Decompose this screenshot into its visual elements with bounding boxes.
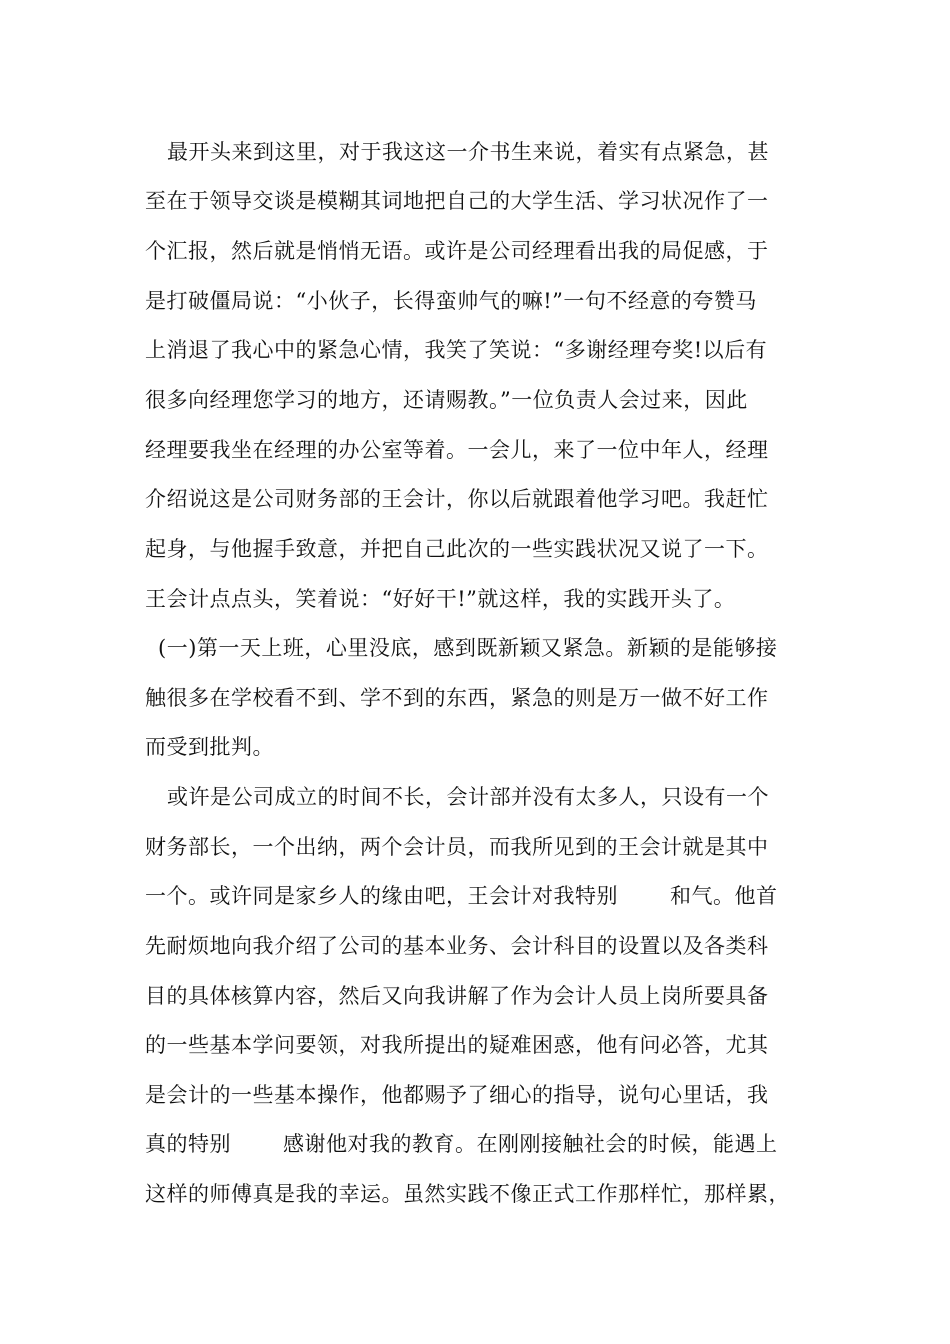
text-line: 上消退了我心中的紧急心情，我笑了笑说：“多谢经理夸奖!以后有 (145, 338, 768, 362)
text-line: 先耐烦地向我介绍了公司的基本业务、会计科目的设置以及各类科 (145, 934, 769, 958)
text-line: 王会计点点头，笑着说：“好好干!”就这样，我的实践开头了。 (145, 587, 736, 611)
text-line: 很多向经理您学习的地方，还请赐教。”一位负责人会过来，因此 (145, 388, 748, 412)
text-line: 这样的师傅真是我的幸运。虽然实践不像正式工作那样忙，那样累， (145, 1182, 790, 1206)
text-segment: 和气。他首 (670, 884, 778, 908)
text-line: (一)第一天上班，心里没底，感到既新颖又紧急。新颖的是能够接 (158, 636, 778, 660)
text-line: 介绍说这是公司财务部的王会计，你以后就跟着他学习吧。我赶忙 (145, 487, 769, 511)
text-line: 最开头来到这里，对于我这这一介书生来说，着实有点紧急，甚 (167, 140, 769, 164)
text-line: 至在于领导交谈是模糊其词地把自己的大学生活、学习状况作了一 (145, 189, 769, 213)
text-line: 个汇报，然后就是悄悄无语。或许是公司经理看出我的局促感，于 (145, 239, 769, 263)
text-line (145, 871, 778, 921)
text-line: 触很多在学校看不到、学不到的东西，紧急的则是万一做不好工作 (145, 686, 769, 710)
text-line: 经理要我坐在经理的办公室等着。一会儿，来了一位中年人，经理 (145, 438, 769, 462)
text-line: 的一些基本学问要领，对我所提出的疑难困惑，他有问必答，尤其 (145, 1033, 769, 1057)
text-line: 财务部长，一个出纳，两个会计员，而我所见到的王会计就是其中 (145, 835, 769, 859)
text-line: 是会计的一些基本操作，他都赐予了细心的指导，说句心里话，我 (145, 1083, 769, 1107)
text-line: 是打破僵局说：“小伙子，长得蛮帅气的嘛!”一句不经意的夸赞马 (145, 289, 757, 313)
text-line (145, 1119, 778, 1169)
text-line: 目的具体核算内容，然后又向我讲解了作为会计人员上岗所要具备 (145, 984, 769, 1008)
text-segment: 感谢他对我的教育。在刚刚接触社会的时候，能遇上 (283, 1132, 778, 1156)
text-line: 起身，与他握手致意，并把自己此次的一些实践状况又说了一下。 (145, 537, 769, 561)
text-segment: 一个。或许同是家乡人的缘由吧，王会计对我特别 (145, 884, 618, 908)
text-line: 或许是公司成立的时间不长，会计部并没有太多人，只设有一个 (167, 785, 769, 809)
text-line: 而受到批判。 (145, 735, 274, 759)
text-segment: 真的特别 (145, 1132, 231, 1156)
